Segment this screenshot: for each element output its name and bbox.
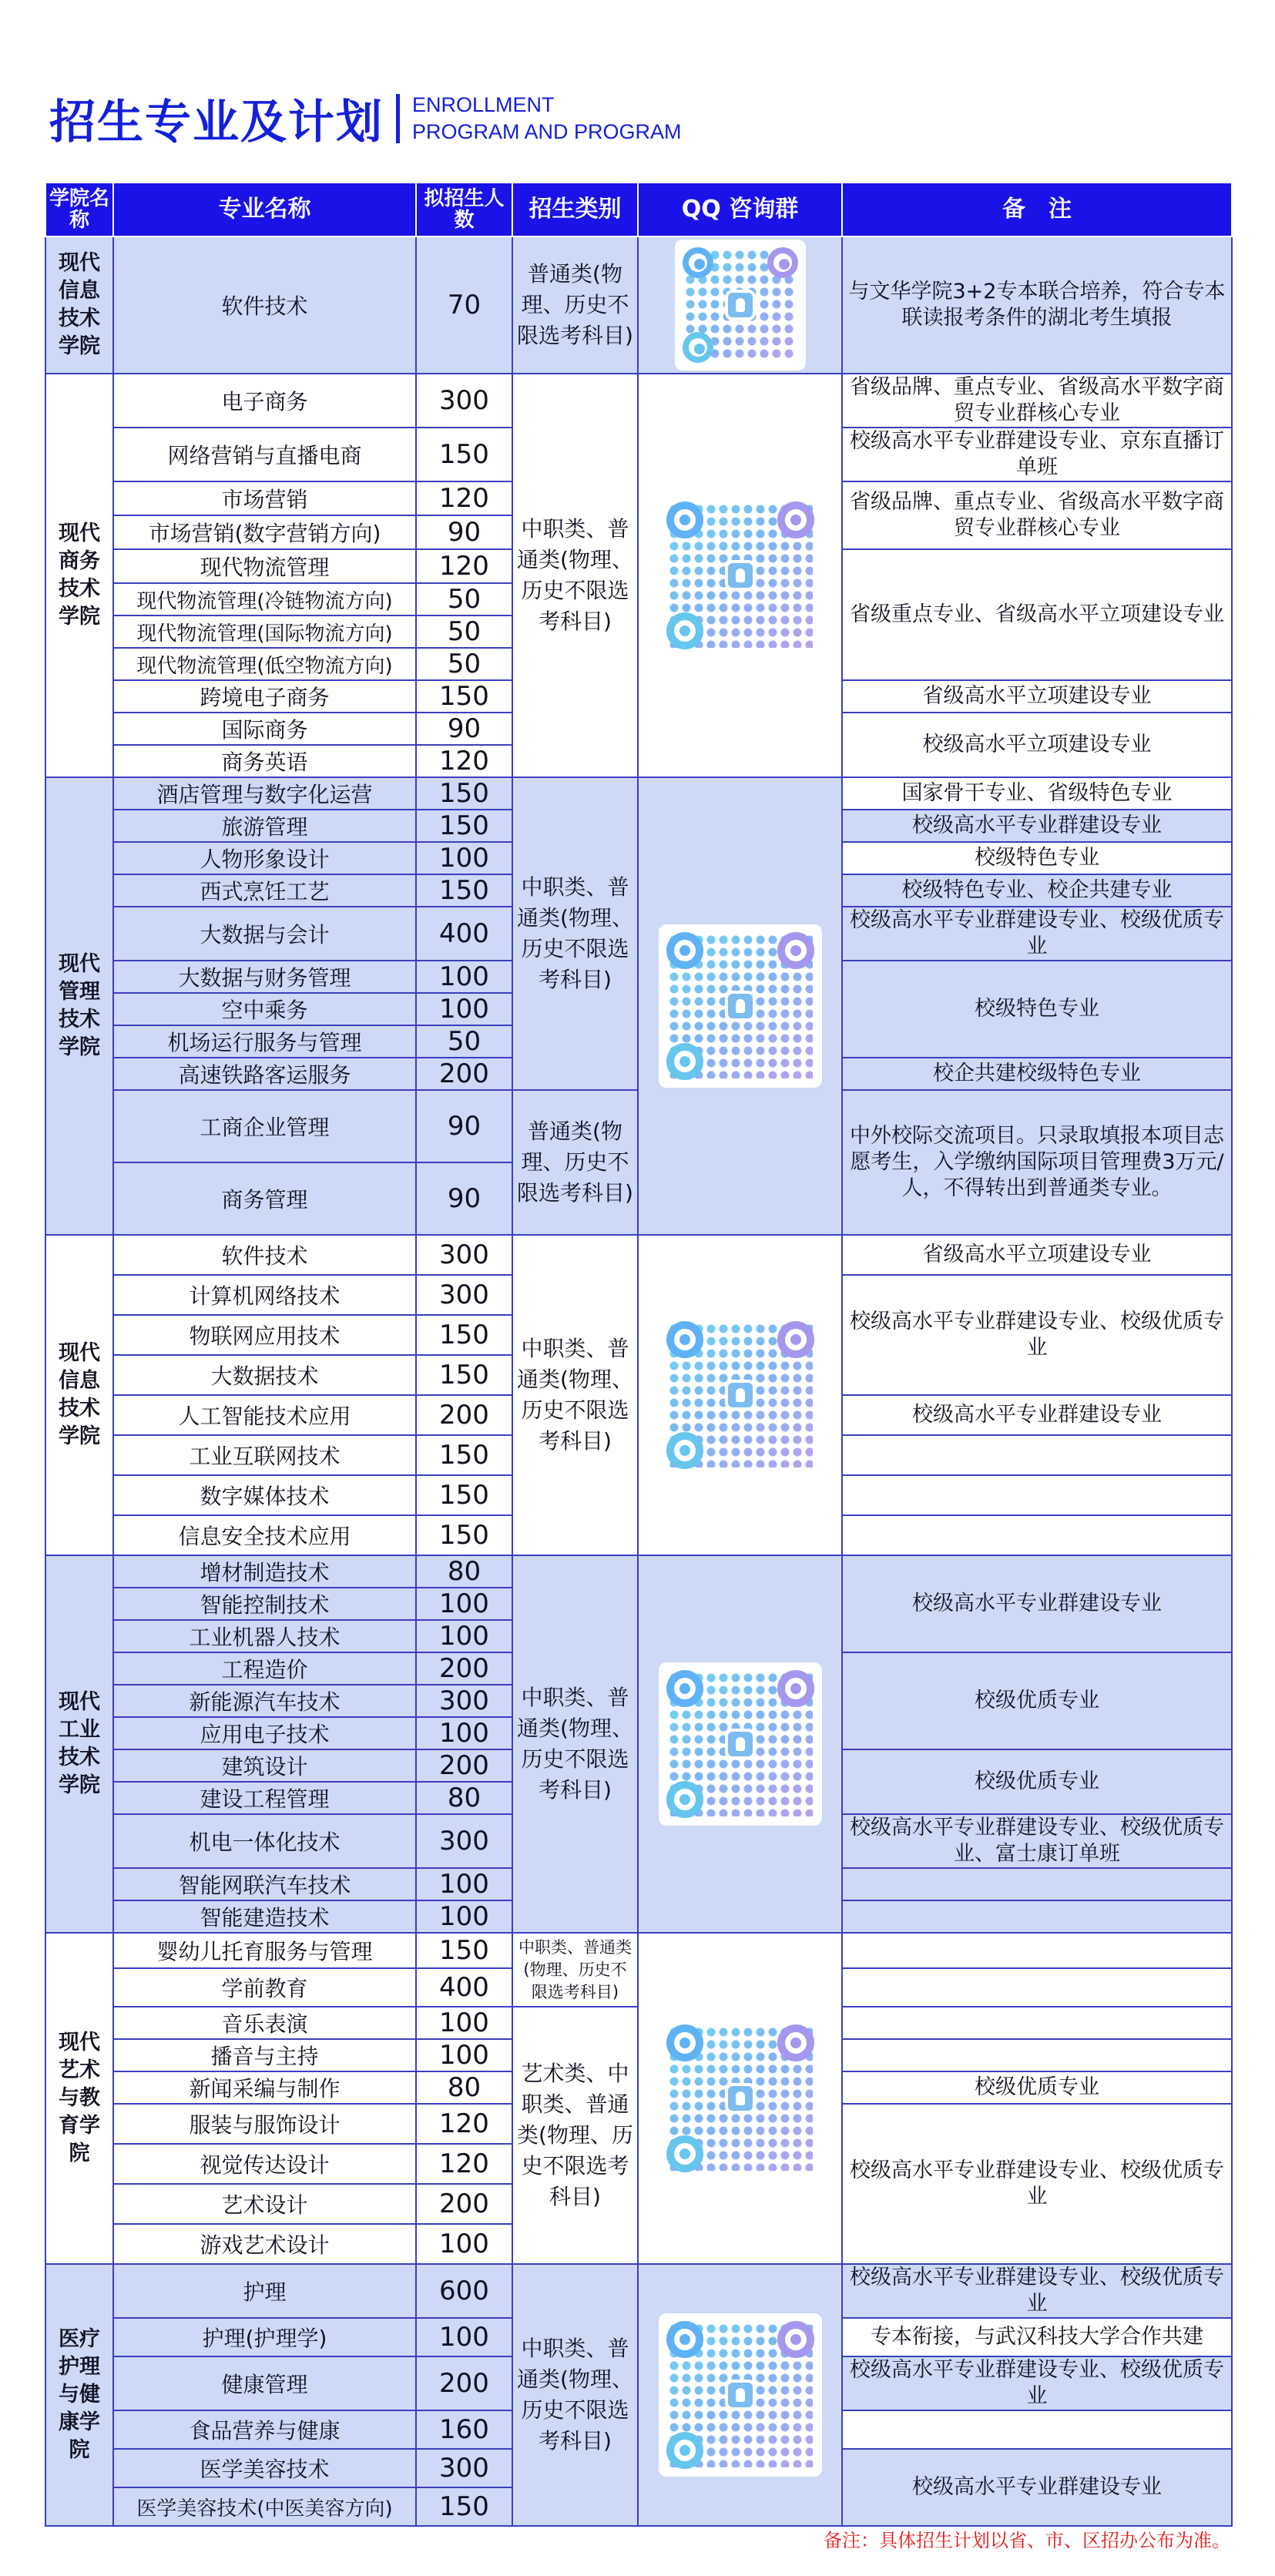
- major-name: 服装与服饰设计: [113, 2104, 416, 2144]
- major-name: 护理: [113, 2264, 416, 2318]
- qr-code-icon[interactable]: [675, 240, 806, 371]
- note: 国家骨干专业、省级特色专业: [842, 777, 1232, 810]
- major-name: 工业互联网技术: [113, 1435, 416, 1475]
- table-row: [45, 1555, 1232, 1588]
- plan-count: 300: [416, 374, 512, 428]
- major-name: 市场营销(数字营销方向): [113, 515, 416, 549]
- plan-count: 50: [416, 615, 512, 648]
- note: 校企共建校级特色专业: [842, 1058, 1232, 1090]
- major-name: 工商企业管理: [113, 1090, 416, 1162]
- table-row: [45, 2264, 1232, 2318]
- note-empty: [842, 1968, 1232, 2007]
- major-name: 现代物流管理(低空物流方向): [113, 648, 416, 680]
- major-name: 学前教育: [113, 1968, 416, 2007]
- qr-code-icon[interactable]: [659, 1662, 822, 1826]
- plan-count: 150: [416, 1933, 512, 1968]
- note: 校级高水平专业群建设专业: [842, 2449, 1232, 2526]
- major-name: 应用电子技术: [113, 1717, 416, 1749]
- major-name: 商务英语: [113, 745, 416, 777]
- qr-cell: [638, 2264, 842, 2526]
- plan-count: 70: [416, 236, 512, 374]
- major-name: 电子商务: [113, 374, 416, 428]
- major-name: 健康管理: [113, 2356, 416, 2410]
- major-name: 建筑设计: [113, 1749, 416, 1782]
- plan-count: 100: [416, 961, 512, 993]
- category: 中职类、普通类(物理、历史不限选考科目): [512, 2264, 638, 2526]
- major-name: 大数据技术: [113, 1355, 416, 1395]
- major-name: 空中乘务: [113, 993, 416, 1025]
- plan-count: 200: [416, 1749, 512, 1782]
- note: 校级高水平专业群建设专业、京东直播订单班: [842, 428, 1232, 481]
- note: 校级高水平立项建设专业: [842, 713, 1232, 777]
- category: 中职类、普通类(物理、历史不限选考科目): [512, 374, 638, 777]
- plan-count: 50: [416, 583, 512, 615]
- qr-cell: [638, 1933, 842, 2264]
- major-name: 软件技术: [113, 236, 416, 374]
- note: 省级高水平立项建设专业: [842, 680, 1232, 713]
- qr-cell: [638, 777, 842, 1235]
- major-name: 婴幼儿托育服务与管理: [113, 1933, 416, 1968]
- major-name: 食品营养与健康: [113, 2410, 416, 2449]
- header-plan: 拟招生人数: [416, 183, 512, 236]
- major-name: 工业机器人技术: [113, 1620, 416, 1652]
- plan-count: 300: [416, 2449, 512, 2487]
- plan-count: 150: [416, 1355, 512, 1395]
- plan-count: 150: [416, 1475, 512, 1515]
- enrollment-table: [45, 182, 1233, 2527]
- header-qq: QQ 咨询群: [638, 183, 842, 236]
- header-college: 学院名称: [45, 183, 113, 236]
- note: 校级特色专业: [842, 842, 1232, 874]
- major-name: 艺术设计: [113, 2184, 416, 2224]
- plan-count: 200: [416, 1652, 512, 1685]
- plan-count: 100: [416, 2007, 512, 2039]
- plan-count: 100: [416, 993, 512, 1025]
- major-name: 人物形象设计: [113, 842, 416, 874]
- note-empty: [842, 1900, 1232, 1933]
- footer-note: 备注：具体招生计划以省、市、区招办公布为准。: [824, 2530, 1230, 2551]
- major-name: 信息安全技术应用: [113, 1515, 416, 1555]
- college-name: 现代信息技术学院: [45, 1235, 113, 1555]
- plan-count: 100: [416, 1900, 512, 1933]
- table-row: [45, 1235, 1232, 1275]
- header-note: 备 注: [842, 183, 1232, 236]
- major-name: 网络营销与直播电商: [113, 428, 416, 481]
- plan-count: 80: [416, 1555, 512, 1588]
- plan-count: 120: [416, 2104, 512, 2144]
- plan-count: 100: [416, 1717, 512, 1749]
- note: 校级优质专业: [842, 1749, 1232, 1814]
- major-name: 现代物流管理: [113, 549, 416, 583]
- major-name: 视觉传达设计: [113, 2144, 416, 2184]
- major-name: 机场运行服务与管理: [113, 1025, 416, 1058]
- title-en-line1: ENROLLMENT: [412, 93, 555, 116]
- note: 省级品牌、重点专业、省级高水平数字商贸专业群核心专业: [842, 374, 1232, 428]
- plan-count: 150: [416, 1515, 512, 1555]
- major-name: 机电一体化技术: [113, 1814, 416, 1868]
- note: 校级特色专业、校企共建专业: [842, 874, 1232, 907]
- category: 中职类、普通类(物理、历史不限选考科目): [512, 1235, 638, 1555]
- major-name: 软件技术: [113, 1235, 416, 1275]
- title-en-line2: PROGRAM AND PROGRAM: [412, 120, 682, 143]
- college-name: 现代管理技术学院: [45, 777, 113, 1235]
- major-name: 大数据与财务管理: [113, 961, 416, 993]
- plan-count: 80: [416, 1782, 512, 1814]
- note-empty: [842, 1435, 1232, 1475]
- qr-cell: [638, 236, 842, 374]
- plan-count: 100: [416, 2224, 512, 2264]
- plan-count: 160: [416, 2410, 512, 2449]
- plan-count: 100: [416, 1868, 512, 1900]
- category: 艺术类、中职类、普通类(物理、历史不限选考科目): [512, 2007, 638, 2264]
- plan-count: 300: [416, 1685, 512, 1717]
- plan-count: 150: [416, 1435, 512, 1475]
- plan-count: 100: [416, 2318, 512, 2356]
- plan-count: 50: [416, 648, 512, 680]
- qr-cell: [638, 374, 842, 777]
- plan-count: 100: [416, 842, 512, 874]
- plan-count: 150: [416, 680, 512, 713]
- major-name: 智能控制技术: [113, 1588, 416, 1620]
- note: 校级优质专业: [842, 1652, 1232, 1749]
- plan-count: 50: [416, 1025, 512, 1058]
- major-name: 旅游管理: [113, 810, 416, 842]
- major-name: 建设工程管理: [113, 1782, 416, 1814]
- plan-count: 200: [416, 2356, 512, 2410]
- note-empty: [842, 2410, 1232, 2449]
- note-empty: [842, 1475, 1232, 1515]
- note: 校级优质专业: [842, 2071, 1232, 2104]
- qr-code-icon[interactable]: [659, 2313, 822, 2477]
- header-major: 专业名称: [113, 183, 416, 236]
- major-name: 现代物流管理(国际物流方向): [113, 615, 416, 648]
- note: 校级高水平专业群建设专业: [842, 810, 1232, 842]
- plan-count: 150: [416, 777, 512, 810]
- major-name: 国际商务: [113, 713, 416, 745]
- major-name: 医学美容技术: [113, 2449, 416, 2487]
- table-row: [45, 374, 1232, 428]
- plan-count: 90: [416, 713, 512, 745]
- plan-count: 100: [416, 1620, 512, 1652]
- plan-count: 120: [416, 549, 512, 583]
- note: 校级高水平专业群建设专业: [842, 1395, 1232, 1435]
- note: 校级高水平专业群建设专业、校级优质专业: [842, 2356, 1232, 2410]
- plan-count: 80: [416, 2071, 512, 2104]
- major-name: 智能建造技术: [113, 1900, 416, 1933]
- major-name: 跨境电子商务: [113, 680, 416, 713]
- page-header: [49, 80, 682, 157]
- note: 专本衔接，与武汉科技大学合作共建: [842, 2318, 1232, 2356]
- college-name: 医疗护理与健康学院: [45, 2264, 113, 2526]
- qr-cell: [638, 1235, 842, 1555]
- category: 中职类、普通类(物理、历史不限选考科目): [512, 1933, 638, 2007]
- table-row: [45, 777, 1232, 810]
- note: 省级高水平立项建设专业: [842, 1235, 1232, 1275]
- note: 中外校际交流项目。只录取填报本项目志愿考生，入学缴纳国际项目管理费3万元/人，不得转出到普通类专业。: [842, 1090, 1232, 1235]
- plan-count: 400: [416, 907, 512, 961]
- major-name: 高速铁路客运服务: [113, 1058, 416, 1090]
- table-row: [45, 1933, 1232, 1968]
- note: 校级高水平专业群建设专业、校级优质专业、富士康订单班: [842, 1814, 1232, 1868]
- qr-cell: [638, 1555, 842, 1933]
- major-name: 数字媒体技术: [113, 1475, 416, 1515]
- plan-count: 200: [416, 1395, 512, 1435]
- plan-count: 400: [416, 1968, 512, 2007]
- qr-code-icon[interactable]: [659, 924, 822, 1088]
- major-name: 增材制造技术: [113, 1555, 416, 1588]
- note-empty: [842, 1933, 1232, 1968]
- plan-count: 600: [416, 2264, 512, 2318]
- category: 普通类(物理、历史不限选考科目): [512, 236, 638, 374]
- college-name: 现代艺术与教育学院: [45, 1933, 113, 2264]
- table-row: [45, 236, 1232, 374]
- major-name: 医学美容技术(中医美容方向): [113, 2487, 416, 2526]
- plan-count: 300: [416, 1275, 512, 1315]
- note: 校级高水平专业群建设专业、校级优质专业: [842, 2104, 1232, 2264]
- category: 普通类(物理、历史不限选考科目): [512, 1090, 638, 1235]
- note-empty: [842, 1515, 1232, 1555]
- plan-count: 90: [416, 1162, 512, 1235]
- note-empty: [842, 1868, 1232, 1900]
- title-divider: [396, 94, 400, 143]
- page-title-en: [412, 92, 682, 146]
- plan-count: 150: [416, 428, 512, 481]
- table-header-row: [45, 183, 1232, 236]
- plan-count: 150: [416, 2487, 512, 2526]
- plan-count: 200: [416, 2184, 512, 2224]
- category: 中职类、普通类(物理、历史不限选考科目): [512, 777, 638, 1090]
- note-empty: [842, 2039, 1232, 2071]
- major-name: 游戏艺术设计: [113, 2224, 416, 2264]
- major-name: 商务管理: [113, 1162, 416, 1235]
- plan-count: 150: [416, 810, 512, 842]
- plan-count: 90: [416, 515, 512, 549]
- major-name: 智能网联汽车技术: [113, 1868, 416, 1900]
- major-name: 播音与主持: [113, 2039, 416, 2071]
- major-name: 人工智能技术应用: [113, 1395, 416, 1435]
- major-name: 计算机网络技术: [113, 1275, 416, 1315]
- qr-code-icon[interactable]: [659, 1313, 822, 1477]
- major-name: 酒店管理与数字化运营: [113, 777, 416, 810]
- plan-count: 90: [416, 1090, 512, 1162]
- plan-count: 150: [416, 874, 512, 907]
- note: 校级高水平专业群建设专业、校级优质专业: [842, 2264, 1232, 2318]
- major-name: 新闻采编与制作: [113, 2071, 416, 2104]
- plan-count: 150: [416, 1315, 512, 1355]
- major-name: 护理(护理学): [113, 2318, 416, 2356]
- note: 省级重点专业、省级高水平立项建设专业: [842, 549, 1232, 680]
- major-name: 物联网应用技术: [113, 1315, 416, 1355]
- major-name: 新能源汽车技术: [113, 1685, 416, 1717]
- plan-count: 120: [416, 745, 512, 777]
- header-category: 招生类别: [512, 183, 638, 236]
- plan-count: 200: [416, 1058, 512, 1090]
- note: 校级高水平专业群建设专业、校级优质专业: [842, 1275, 1232, 1395]
- college-name: 现代商务技术学院: [45, 374, 113, 777]
- college-name: 现代工业技术学院: [45, 1555, 113, 1933]
- note: 校级高水平专业群建设专业: [842, 1555, 1232, 1652]
- plan-count: 120: [416, 481, 512, 515]
- major-name: 音乐表演: [113, 2007, 416, 2039]
- note: 校级特色专业: [842, 961, 1232, 1058]
- note: 校级高水平专业群建设专业、校级优质专业: [842, 907, 1232, 961]
- category: 中职类、普通类(物理、历史不限选考科目): [512, 1555, 638, 1933]
- plan-count: 300: [416, 1814, 512, 1868]
- major-name: 西式烹饪工艺: [113, 874, 416, 907]
- plan-count: 100: [416, 1588, 512, 1620]
- college-name: 现代信息技术学院: [45, 236, 113, 374]
- major-name: 大数据与会计: [113, 907, 416, 961]
- qr-code-icon[interactable]: [659, 494, 822, 657]
- note: 与文华学院3+2专本联合培养，符合专本联读报考条件的湖北考生填报: [842, 236, 1232, 374]
- major-name: 现代物流管理(冷链物流方向): [113, 583, 416, 615]
- plan-count: 300: [416, 1235, 512, 1275]
- plan-count: 100: [416, 2039, 512, 2071]
- major-name: 工程造价: [113, 1652, 416, 1685]
- qr-code-icon[interactable]: [659, 2017, 822, 2180]
- major-name: 市场营销: [113, 481, 416, 515]
- page-title: 招生专业及计划: [49, 96, 384, 149]
- note: 省级品牌、重点专业、省级高水平数字商贸专业群核心专业: [842, 481, 1232, 549]
- note-empty: [842, 2007, 1232, 2039]
- plan-count: 120: [416, 2144, 512, 2184]
